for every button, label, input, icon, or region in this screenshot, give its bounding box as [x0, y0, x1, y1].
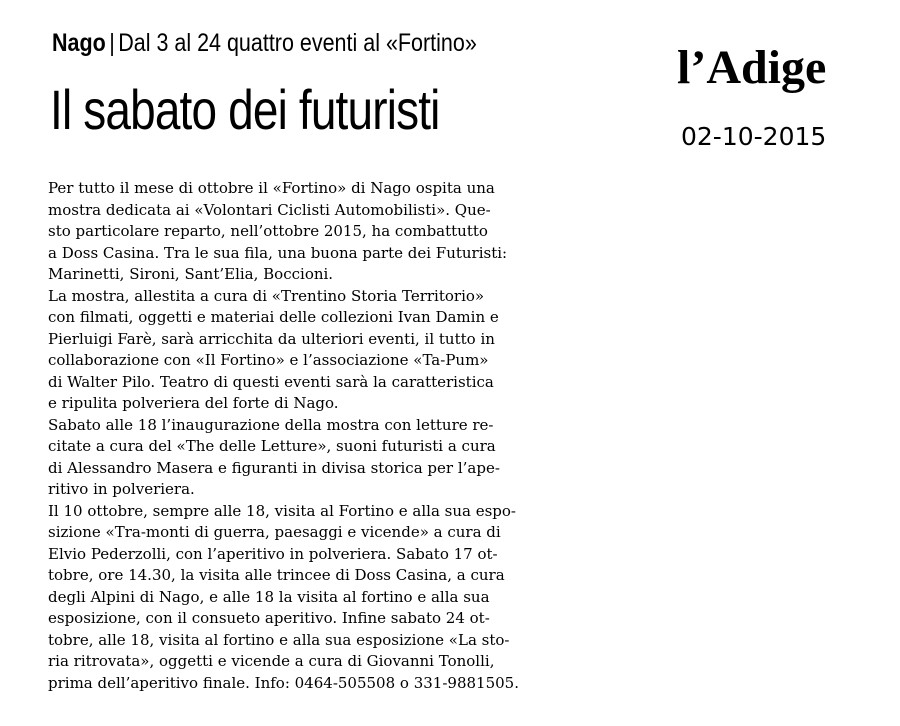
- body-line: tobre, ore 14.30, la visita alle trincee di Doss Casina, a cura: [48, 566, 505, 584]
- body-line: ria ritrovata», oggetti e vicende a cura di Giovanni Tonolli,: [48, 652, 495, 670]
- body-line: di Alessandro Masera e figuranti in divisa storica per l’ape-: [48, 458, 500, 477]
- body-line: collaborazione con «Il Fortino» e l’associazione «Ta-Pum»: [48, 351, 489, 369]
- body-line: Elvio Pederzolli, con l’aperitivo in polveriera. Sabato 17 ot-: [48, 544, 498, 563]
- body-line: La mostra, allestita a cura di «Trentino Storia Territorio»: [48, 286, 485, 305]
- body-line: ritivo in polveriera.: [48, 480, 195, 498]
- body-line: a Doss Casina. Tra le sua fila, una buona parte dei Futuristi:: [48, 243, 508, 262]
- body-line: sto particolare reparto, nell’ottobre 2015, ha combattutto: [48, 222, 488, 240]
- body-line: tobre, alle 18, visita al fortino e alla sua esposizione «La sto-: [48, 630, 510, 649]
- kicker-location: Nago: [52, 29, 106, 57]
- article-kicker: [52, 26, 477, 60]
- body-line: con filmati, oggetti e materiai delle collezioni Ivan Damin e: [48, 308, 499, 326]
- body-line: Per tutto il mese di ottobre il «Fortino» di Nago ospita una: [48, 179, 495, 197]
- body-line: esposizione, con il consueto aperitivo. Infine sabato 24 ot-: [48, 609, 490, 627]
- body-line: sizione «Tra-monti di guerra, paesaggi e vicende» a cura di: [48, 523, 501, 541]
- body-line: degli Alpini di Nago, e alle 18 la visita al fortino e alla sua: [48, 587, 490, 606]
- kicker-separator: |: [109, 29, 115, 57]
- body-line: mostra dedicata ai «Volontari Ciclisti Automobilisti». Que-: [48, 200, 491, 219]
- body-line: Sabato alle 18 l’inaugurazione della mostra con letture re-: [48, 415, 494, 434]
- body-line: citate a cura del «The delle Letture», suoni futuristi a cura: [48, 437, 496, 455]
- body-line: di Walter Pilo. Teatro di questi eventi sarà la caratteristica: [48, 372, 494, 391]
- body-line: prima dell’aperitivo finale. Info: 0464-505508 o 331-9881505.: [48, 673, 519, 692]
- kicker-text: Dal 3 al 24 quattro eventi al «Fortino»: [118, 29, 477, 57]
- article-body: [48, 178, 608, 694]
- article-headline: Il sabato dei futuristi: [50, 78, 440, 141]
- body-line: Il 10 ottobre, sempre alle 18, visita al Fortino e alla sua espo-: [48, 501, 516, 520]
- body-line: Pierluigi Farè, sarà arricchita da ulteriori eventi, il tutto in: [48, 329, 495, 348]
- newspaper-masthead: l’Adige: [677, 41, 827, 94]
- body-line: e ripulita polveriera del forte di Nago.: [48, 394, 339, 412]
- publication-date: 02-10-2015: [681, 122, 827, 151]
- body-line: Marinetti, Sironi, Sant’Elia, Boccioni.: [48, 265, 334, 283]
